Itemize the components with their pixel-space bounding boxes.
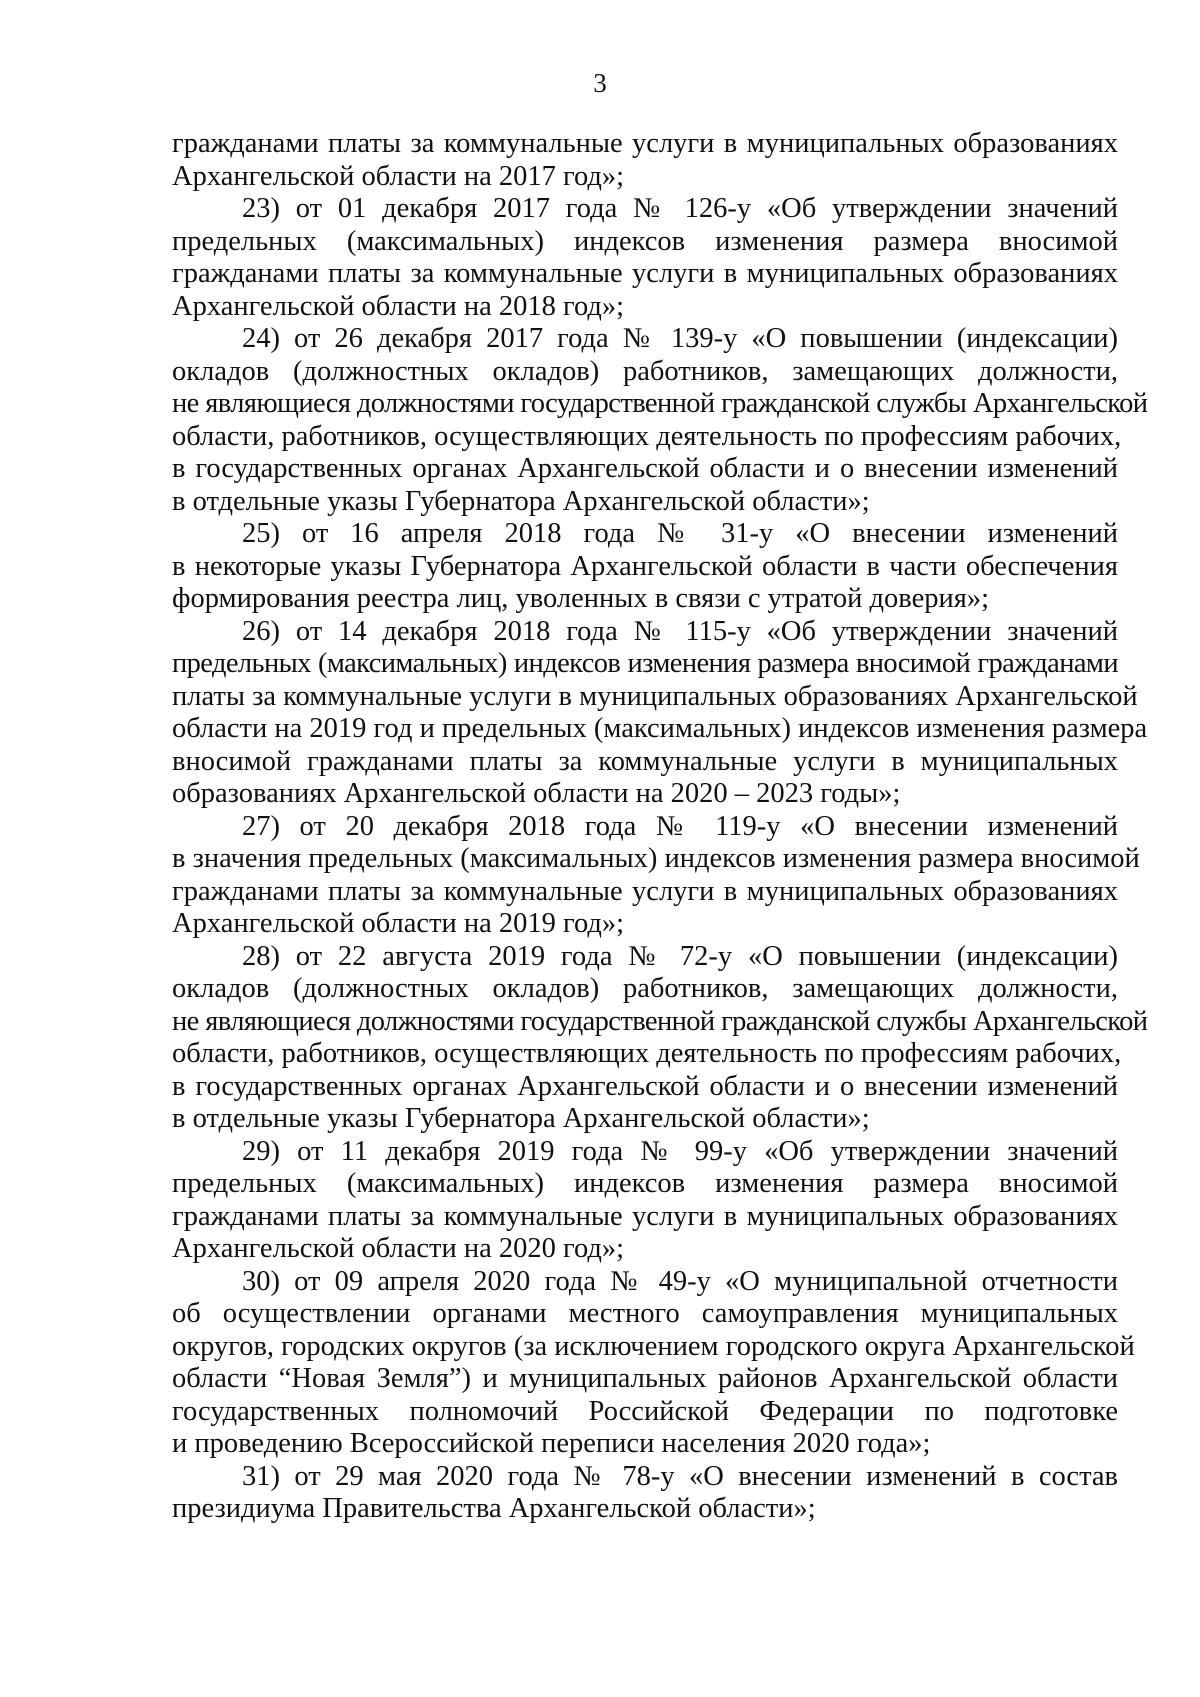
- text-line: 30) от 09 апреля 2020 года № 49-у «О муниципальной отчетности: [242, 1265, 1118, 1297]
- text-line: президиума Правительства Архангельской области»;: [172, 1493, 816, 1524]
- text-line: в отдельные указы Губернатора Архангельской области»;: [172, 485, 870, 517]
- text-line: об осуществлении органами местного самоуправления муниципальных: [172, 1298, 1118, 1329]
- text-line: Архангельской области на 2019 год»;: [172, 908, 625, 939]
- text-line: образованиях Архангельской области на 2020 – 2023 годы»;: [172, 778, 901, 809]
- text-line: гражданами платы за коммунальные услуги в муниципальных образованиях: [172, 875, 1118, 907]
- text-line: государственных полномочий Российской Федерации по подготовке: [172, 1395, 1118, 1427]
- text-line: в некоторые указы Губернатора Архангельской области в части обеспечения: [172, 550, 1118, 582]
- text-line: области на 2019 год и предельных (максимальных) индексов изменения размера: [172, 713, 1148, 744]
- text-line: 24) от 26 декабря 2017 года № 139-у «О повышении (индексации): [242, 323, 1118, 354]
- text-line: предельных (максимальных) индексов изменения размера вносимой: [172, 225, 1118, 257]
- text-line: гражданами платы за коммунальные услуги в муниципальных образованиях: [172, 258, 1118, 289]
- text-line: 23) от 01 декабря 2017 года № 126-у «Об утверждении значений: [242, 193, 1118, 224]
- text-line: 27) от 20 декабря 2018 года № 119-у «О внесении изменений: [242, 810, 1118, 842]
- text-line: окладов (должностных окладов) работников, замещающих должности,: [172, 355, 1118, 387]
- text-line: области, работников, осуществляющих деятельность по профессиям рабочих,: [172, 1038, 1122, 1069]
- document-body: [172, 128, 1148, 1526]
- text-line: не являющиеся должностями государственной гражданской службы Архангельской: [172, 1005, 1148, 1037]
- text-line: окладов (должностных окладов) работников, замещающих должности,: [172, 973, 1118, 1004]
- text-line: и проведению Всероссийской переписи населения 2020 года»;: [172, 1428, 931, 1459]
- text-line: платы за коммунальные услуги в муниципальных образованиях Архангельской: [172, 680, 1138, 712]
- text-line: формирования реестра лиц, уволенных в связи с утратой доверия»;: [172, 583, 990, 614]
- text-line: 26) от 14 декабря 2018 года № 115-у «Об утверждении значений: [242, 615, 1118, 647]
- text-line: в отдельные указы Губернатора Архангельской области»;: [172, 1103, 870, 1134]
- text-line: округов, городских округов (за исключением городского округа Архангельской: [172, 1330, 1135, 1362]
- text-line: не являющиеся должностями государственной гражданской службы Архангельской: [172, 388, 1148, 419]
- text-line: Архангельской области на 2017 год»;: [172, 160, 625, 192]
- text-line: области “Новая Земля”) и муниципальных районов Архангельской области: [172, 1363, 1118, 1394]
- text-line: 28) от 22 августа 2019 года № 72-у «О повышении (индексации): [242, 940, 1118, 972]
- text-line: 25) от 16 апреля 2018 года № 31-у «О внесении изменений: [242, 518, 1118, 549]
- text-line: области, работников, осуществляющих деятельность по профессиям рабочих,: [172, 420, 1122, 452]
- page-number: 3: [593, 68, 607, 98]
- text-line: Архангельской области на 2020 год»;: [172, 1233, 625, 1264]
- text-line: 31) от 29 мая 2020 года № 78-у «О внесении изменений в состав: [242, 1460, 1118, 1492]
- text-line: гражданами платы за коммунальные услуги в муниципальных образованиях: [172, 128, 1118, 159]
- text-line: 29) от 11 декабря 2019 года № 99-у «Об утверждении значений: [242, 1135, 1118, 1167]
- text-line: вносимой гражданами платы за коммунальные услуги в муниципальных: [172, 745, 1118, 777]
- text-line: в значения предельных (максимальных) индексов изменения размера вносимой: [172, 843, 1140, 874]
- text-line: предельных (максимальных) индексов изменения размера вносимой: [172, 1168, 1118, 1199]
- text-line: Архангельской области на 2018 год»;: [172, 290, 625, 322]
- text-line: предельных (максимальных) индексов изменения размера вносимой гражданами: [172, 648, 1118, 679]
- text-line: гражданами платы за коммунальные услуги в муниципальных образованиях: [172, 1200, 1118, 1232]
- text-line: в государственных органах Архангельской области и о внесении изменений: [172, 453, 1118, 484]
- text-line: в государственных органах Архангельской области и о внесении изменений: [172, 1070, 1118, 1102]
